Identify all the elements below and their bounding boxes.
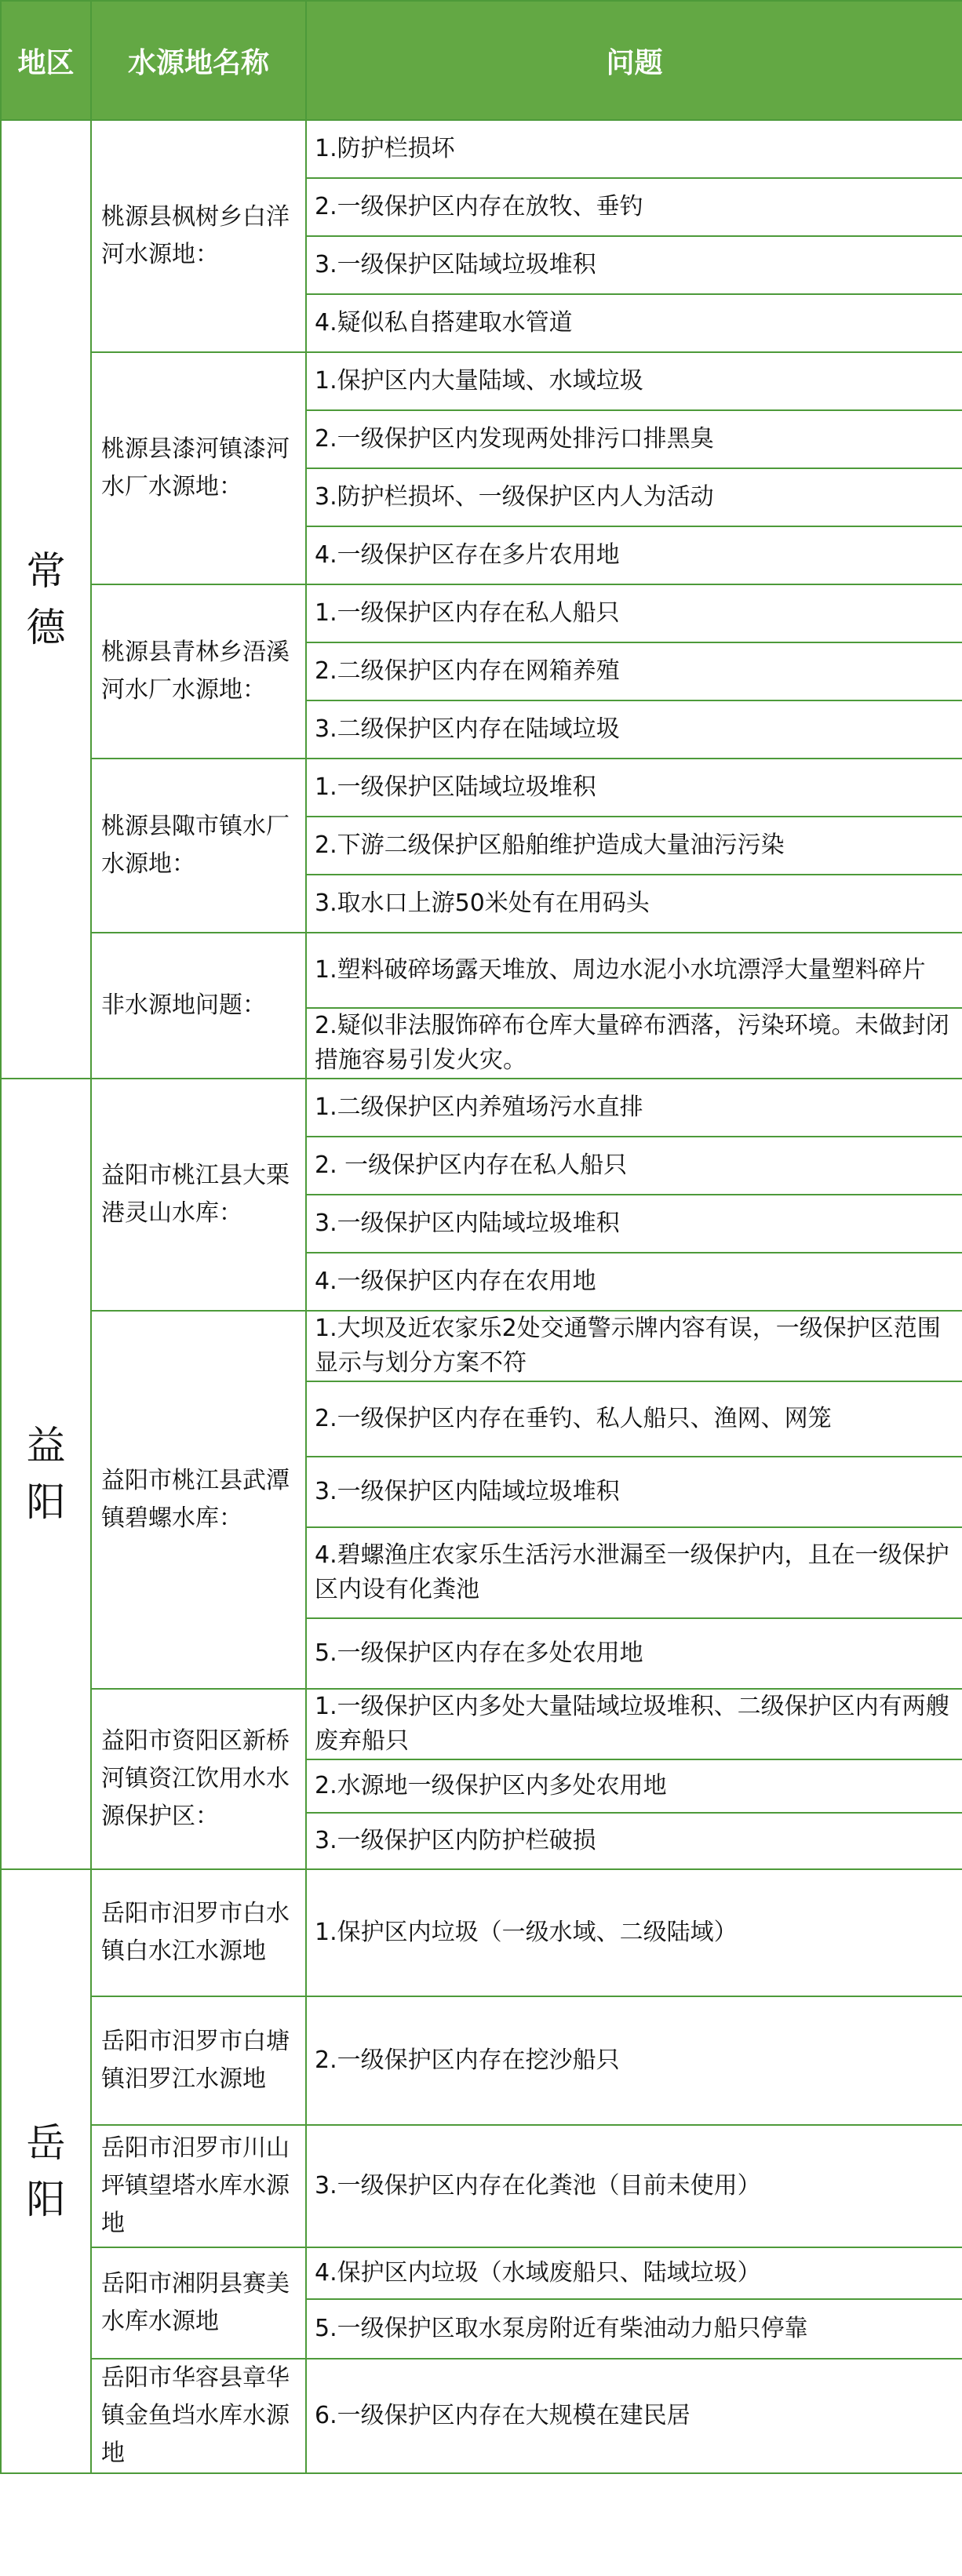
issue-cell: 2.一级保护区内存在挖沙船只 — [306, 1996, 962, 2125]
source-name-cell: 桃源县青林乡浯溪河水厂水源地： — [91, 584, 306, 759]
issue-cell: 1.塑料破碎场露天堆放、周边水泥小水坑漂浮大量塑料碎片 — [306, 933, 962, 1008]
table-row — [1, 352, 962, 410]
issue-cell: 3.防护栏损坏、一级保护区内人为活动 — [306, 468, 962, 526]
header-source: 水源地名称 — [91, 1, 306, 120]
issue-cell: 1.保护区内大量陆域、水域垃圾 — [306, 352, 962, 410]
table-row — [1, 759, 962, 817]
table-row — [1, 1869, 962, 1996]
header-region: 地区 — [1, 1, 91, 120]
source-name-cell: 岳阳市华容县章华镇金鱼垱水库水源地 — [91, 2359, 306, 2473]
table-body — [1, 120, 962, 2473]
issue-cell: 2.一级保护区内存在放牧、垂钓 — [306, 178, 962, 236]
table-row — [1, 120, 962, 178]
table-row — [1, 1689, 962, 1759]
issue-cell: 3.一级保护区内陆域垃圾堆积 — [306, 1457, 962, 1527]
issue-cell: 2.二级保护区内存在网箱养殖 — [306, 642, 962, 700]
table-row — [1, 1311, 962, 1381]
table-row — [1, 584, 962, 642]
issue-cell: 1.二级保护区内养殖场污水直排 — [306, 1079, 962, 1137]
issue-cell: 2. 一级保护区内存在私人船只 — [306, 1137, 962, 1195]
source-name-cell: 非水源地问题： — [91, 933, 306, 1079]
issue-cell: 1.大坝及近农家乐2处交通警示牌内容有误，一级保护区范围显示与划分方案不符 — [306, 1311, 962, 1381]
issue-cell: 1.保护区内垃圾（一级水域、二级陆域） — [306, 1869, 962, 1996]
issue-cell: 3.一级保护区内陆域垃圾堆积 — [306, 1195, 962, 1253]
issue-cell: 2.下游二级保护区船舶维护造成大量油污污染 — [306, 817, 962, 875]
issue-cell: 5.一级保护区取水泵房附近有柴油动力船只停靠 — [306, 2299, 962, 2359]
issue-cell: 1.一级保护区陆域垃圾堆积 — [306, 759, 962, 817]
source-name-cell: 岳阳市汨罗市白塘镇汨罗江水源地 — [91, 1996, 306, 2125]
issue-cell: 3.一级保护区陆域垃圾堆积 — [306, 236, 962, 294]
region-cell: 常 德 — [1, 120, 91, 1079]
issue-cell: 2.疑似非法服饰碎布仓库大量碎布洒落，污染环境。未做封闭措施容易引发火灾。 — [306, 1008, 962, 1079]
table-row — [1, 933, 962, 1008]
issue-cell: 4.一级保护区存在多片农用地 — [306, 526, 962, 584]
table-row — [1, 1079, 962, 1137]
table-row — [1, 2247, 962, 2299]
issue-cell: 3.一级保护区内存在化粪池（目前未使用） — [306, 2125, 962, 2247]
issue-cell: 2.水源地一级保护区内多处农用地 — [306, 1759, 962, 1813]
issue-cell: 2.一级保护区内发现两处排污口排黑臭 — [306, 410, 962, 468]
source-name-cell: 益阳市资阳区新桥河镇资江饮用水水源保护区： — [91, 1689, 306, 1869]
issue-cell: 6.一级保护区内存在大规模在建民居 — [306, 2359, 962, 2473]
issue-cell: 4.保护区内垃圾（水域废船只、陆域垃圾） — [306, 2247, 962, 2299]
source-name-cell: 益阳市桃江县武潭镇碧螺水库： — [91, 1311, 306, 1689]
issue-cell: 1.一级保护区内多处大量陆域垃圾堆积、二级保护区内有两艘废弃船只 — [306, 1689, 962, 1759]
issue-cell: 2.一级保护区内存在垂钓、私人船只、渔网、网笼 — [306, 1381, 962, 1457]
source-name-cell: 岳阳市湘阴县赛美水库水源地 — [91, 2247, 306, 2359]
region-cell: 岳 阳 — [1, 1869, 91, 2473]
issue-cell: 5.一级保护区内存在多处农用地 — [306, 1618, 962, 1689]
table-row — [1, 1996, 962, 2125]
issue-cell: 4.一级保护区内存在农用地 — [306, 1253, 962, 1311]
table-row — [1, 2125, 962, 2247]
source-name-cell: 益阳市桃江县大栗港灵山水库： — [91, 1079, 306, 1311]
issue-cell: 3.二级保护区内存在陆域垃圾 — [306, 700, 962, 759]
table-row — [1, 2359, 962, 2473]
header-issue: 问题 — [306, 1, 962, 120]
issue-cell: 3.取水口上游50米处有在用码头 — [306, 875, 962, 933]
issue-cell: 3.一级保护区内防护栏破损 — [306, 1813, 962, 1869]
table-header-row — [1, 1, 962, 120]
source-name-cell: 桃源县漆河镇漆河水厂水源地： — [91, 352, 306, 584]
source-name-cell: 桃源县陬市镇水厂水源地： — [91, 759, 306, 933]
source-name-cell: 岳阳市汨罗市川山坪镇望塔水库水源地 — [91, 2125, 306, 2247]
source-name-cell: 桃源县枫树乡白洋河水源地： — [91, 120, 306, 352]
issue-cell: 4.疑似私自搭建取水管道 — [306, 294, 962, 352]
issue-cell: 1.一级保护区内存在私人船只 — [306, 584, 962, 642]
region-cell: 益 阳 — [1, 1079, 91, 1869]
issue-cell: 4.碧螺渔庄农家乐生活污水泄漏至一级保护内，且在一级保护区内设有化粪池 — [306, 1527, 962, 1618]
source-name-cell: 岳阳市汨罗市白水镇白水江水源地 — [91, 1869, 306, 1996]
issue-cell: 1.防护栏损坏 — [306, 120, 962, 178]
